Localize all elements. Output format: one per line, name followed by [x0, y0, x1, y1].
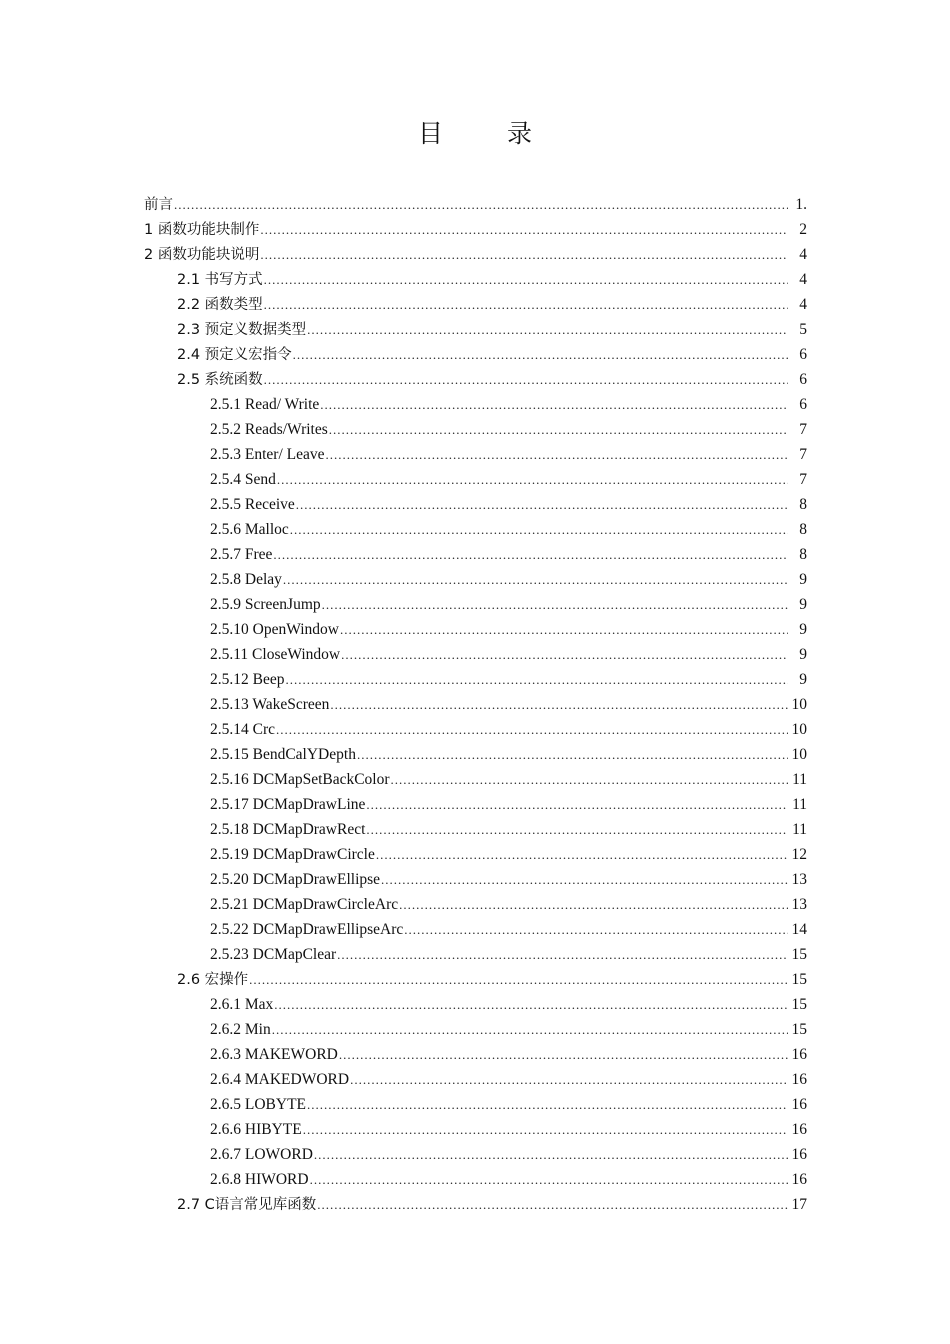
toc-entry-label: 2.5.12 Beep	[210, 671, 285, 688]
toc-entry-2-6-7[interactable]	[210, 1142, 807, 1167]
toc-entry-page: 5	[799, 321, 807, 338]
toc-entry-2-5-22[interactable]	[210, 917, 807, 942]
toc-entry-2-5-11[interactable]	[210, 642, 807, 667]
toc-dot-leader	[273, 542, 788, 567]
toc-entry-page: 8	[799, 546, 807, 563]
toc-entry-2-6-5[interactable]	[210, 1092, 807, 1117]
toc-entry-page: 7	[799, 421, 807, 438]
toc-entry-page: 9	[799, 571, 807, 588]
toc-entry-2-5-17[interactable]	[210, 792, 807, 817]
toc-entry-2-3[interactable]	[177, 317, 807, 342]
toc-entry-label: 2.5.13 WakeScreen	[210, 696, 330, 713]
toc-entry-page: 6	[799, 346, 807, 363]
toc-dot-leader	[296, 492, 788, 517]
toc-entry-label: 2.5.23 DCMapClear	[210, 946, 337, 963]
toc-entry-page: 11	[792, 771, 807, 788]
toc-entry-label: 2.5.15 BendCalYDepth	[210, 746, 356, 763]
toc-dot-leader	[325, 442, 788, 467]
toc-dot-leader	[317, 1192, 788, 1217]
toc-entry-label: 2.6.4 MAKEDWORD	[210, 1071, 350, 1088]
toc-entry-label: 2.6.7 LOWORD	[210, 1146, 313, 1163]
toc-dot-leader	[260, 242, 788, 267]
toc-dot-leader	[341, 642, 788, 667]
toc-entry-2-5-13[interactable]	[210, 692, 807, 717]
toc-entry-page: 7	[799, 446, 807, 463]
toc-entry-label: 2.5.8 Delay	[210, 571, 282, 588]
toc-entry-label: 2.7 C语言常见库函数	[177, 1197, 317, 1213]
toc-entry-label: 2.5.14 Crc	[210, 721, 276, 738]
toc-entry-2-6-2[interactable]	[210, 1017, 807, 1042]
toc-entry-2-5-2[interactable]	[210, 417, 807, 442]
page-title: 目 录	[418, 119, 560, 148]
toc-entry-page: 10	[791, 746, 807, 763]
toc-entry-label: 2.5.18 DCMapDrawRect	[210, 821, 366, 838]
toc-entry-page: 9	[799, 621, 807, 638]
toc-entry-2-6[interactable]	[177, 967, 807, 992]
toc-entry-2-5-4[interactable]	[210, 467, 807, 492]
toc-entry-page: 15	[791, 946, 807, 963]
toc-entry-page: 12	[791, 846, 807, 863]
toc-entry-page: 4	[799, 296, 807, 313]
toc-entry-page: 10	[791, 696, 807, 713]
toc-entry-label: 前言	[144, 197, 173, 213]
toc-dot-leader	[307, 1092, 788, 1117]
toc-entry-label: 2.5.19 DCMapDrawCircle	[210, 846, 375, 863]
toc-entry-label: 2.5.17 DCMapDrawLine	[210, 796, 366, 813]
toc-dot-leader	[314, 1142, 788, 1167]
toc-entry-label: 2.5.21 DCMapDrawCircleArc	[210, 896, 399, 913]
toc-dot-leader	[381, 867, 788, 892]
toc-entry-page: 16	[791, 1171, 807, 1188]
toc-dot-leader	[350, 1067, 788, 1092]
toc-dot-leader	[276, 717, 788, 742]
toc-dot-leader	[277, 467, 788, 492]
toc-entry-2-5-15[interactable]	[210, 742, 807, 767]
toc-entry-2-5-1[interactable]	[210, 392, 807, 417]
toc-entry-preface[interactable]	[144, 192, 807, 217]
toc-dot-leader	[264, 367, 788, 392]
toc-entry-label: 2.1 书写方式	[177, 272, 263, 288]
toc-entry-page: 6	[799, 396, 807, 413]
toc-entry-2-5-7[interactable]	[210, 542, 807, 567]
toc-entry-label: 2.5.16 DCMapSetBackColor	[210, 771, 390, 788]
toc-entry-2-4[interactable]	[177, 342, 807, 367]
toc-dot-leader	[260, 217, 788, 242]
toc-entry-page: 15	[791, 996, 807, 1013]
toc-entry-section-2[interactable]	[144, 242, 807, 267]
toc-entry-2-1[interactable]	[177, 267, 807, 292]
toc-entry-label: 2.6.2 Min	[210, 1021, 271, 1038]
toc-entry-page: 16	[791, 1071, 807, 1088]
toc-entry-label: 2.5.7 Free	[210, 546, 273, 563]
toc-entry-page: 11	[792, 796, 807, 813]
toc-entry-2-5-12[interactable]	[210, 667, 807, 692]
toc-dot-leader	[174, 192, 788, 217]
toc-entry-page: 11	[792, 821, 807, 838]
toc-dot-leader	[329, 417, 788, 442]
toc-entry-page: 14	[791, 921, 807, 938]
toc-dot-leader	[285, 667, 788, 692]
toc-entry-label: 2.5.6 Malloc	[210, 521, 289, 538]
toc-entry-2-2[interactable]	[177, 292, 807, 317]
toc-entry-page: 1.	[795, 196, 807, 213]
toc-dot-leader	[330, 692, 788, 717]
toc-dot-leader	[290, 517, 788, 542]
toc-entry-2-5[interactable]	[177, 367, 807, 392]
toc-entry-label: 2.2 函数类型	[177, 297, 263, 313]
toc-entry-2-6-4[interactable]	[210, 1067, 807, 1092]
toc-dot-leader	[391, 767, 788, 792]
toc-dot-leader	[376, 842, 788, 867]
toc-entry-label: 2.6 宏操作	[177, 972, 249, 988]
toc-entry-label: 2.5.10 OpenWindow	[210, 621, 339, 638]
toc-dot-leader	[303, 1117, 788, 1142]
toc-entry-label: 2.6.3 MAKEWORD	[210, 1046, 338, 1063]
toc-entry-label: 2.5.5 Receive	[210, 496, 295, 513]
toc-entry-2-5-3[interactable]	[210, 442, 807, 467]
toc-dot-leader	[264, 267, 788, 292]
toc-entry-page: 9	[799, 596, 807, 613]
toc-entry-label: 2.5.4 Send	[210, 471, 276, 488]
toc-entry-label: 2.6.5 LOBYTE	[210, 1096, 307, 1113]
toc-entry-page: 2	[799, 221, 807, 238]
toc-entry-2-5-8[interactable]	[210, 567, 807, 592]
toc-entry-page: 16	[791, 1096, 807, 1113]
toc-entry-label: 2.4 预定义宏指令	[177, 347, 292, 363]
toc-entry-page: 8	[799, 496, 807, 513]
toc-entry-2-5-18[interactable]	[210, 817, 807, 842]
toc-entry-2-6-8[interactable]	[210, 1167, 807, 1192]
toc-dot-leader	[399, 892, 788, 917]
toc-dot-leader	[404, 917, 788, 942]
toc-entry-page: 8	[799, 521, 807, 538]
toc-entry-2-7[interactable]	[177, 1192, 807, 1217]
toc-dot-leader	[264, 292, 788, 317]
toc-entry-2-5-10[interactable]	[210, 617, 807, 642]
toc-dot-leader	[366, 792, 788, 817]
toc-entry-2-5-21[interactable]	[210, 892, 807, 917]
toc-entry-2-5-20[interactable]	[210, 867, 807, 892]
toc-entry-2-5-16[interactable]	[210, 767, 807, 792]
toc-dot-leader	[340, 617, 788, 642]
toc-entry-2-5-5[interactable]	[210, 492, 807, 517]
toc-dot-leader	[339, 1042, 788, 1067]
toc-entry-label: 2.5.2 Reads/Writes	[210, 421, 328, 438]
toc-entry-label: 2.6.6 HIBYTE	[210, 1121, 302, 1138]
toc-entry-label: 2.5 系统函数	[177, 372, 263, 388]
toc-entry-page: 4	[799, 271, 807, 288]
toc-dot-leader	[337, 942, 788, 967]
toc-entry-label: 1 函数功能块制作	[144, 222, 260, 238]
toc-entry-page: 9	[799, 646, 807, 663]
toc-entry-page: 16	[791, 1046, 807, 1063]
toc-entry-page: 13	[791, 871, 807, 888]
toc-dot-leader	[293, 342, 788, 367]
toc-entry-label: 2.6.8 HIWORD	[210, 1171, 309, 1188]
toc-entry-2-6-3[interactable]	[210, 1042, 807, 1067]
toc-entry-page: 13	[791, 896, 807, 913]
toc-dot-leader	[274, 992, 788, 1017]
toc-entry-page: 7	[799, 471, 807, 488]
toc-dot-leader	[357, 742, 788, 767]
toc-entry-section-1[interactable]	[144, 217, 807, 242]
toc-entry-2-5-23[interactable]	[210, 942, 807, 967]
toc-dot-leader	[272, 1017, 788, 1042]
toc-entry-label: 2.3 预定义数据类型	[177, 322, 307, 338]
toc-entry-page: 16	[791, 1121, 807, 1138]
toc-entry-2-6-1[interactable]	[210, 992, 807, 1017]
toc-entry-2-5-19[interactable]	[210, 842, 807, 867]
toc-dot-leader	[283, 567, 788, 592]
toc-entry-2-5-14[interactable]	[210, 717, 807, 742]
toc-entry-page: 9	[799, 671, 807, 688]
toc-entry-label: 2.5.3 Enter/ Leave	[210, 446, 325, 463]
toc-entry-label: 2.5.9 ScreenJump	[210, 596, 321, 613]
toc-entry-page: 17	[791, 1196, 807, 1213]
toc-dot-leader	[307, 317, 788, 342]
toc-entry-page: 15	[791, 1021, 807, 1038]
toc-entry-page: 16	[791, 1146, 807, 1163]
toc-entry-2-6-6[interactable]	[210, 1117, 807, 1142]
toc-dot-leader	[310, 1167, 788, 1192]
toc-entry-label: 2.5.1 Read/ Write	[210, 396, 320, 413]
toc-dot-leader	[320, 392, 788, 417]
toc-entry-page: 6	[799, 371, 807, 388]
toc-dot-leader	[249, 967, 788, 992]
toc-dot-leader	[322, 592, 788, 617]
toc-entry-page: 4	[799, 246, 807, 263]
toc-entry-2-5-6[interactable]	[210, 517, 807, 542]
toc-entry-page: 15	[791, 971, 807, 988]
toc-entry-page: 10	[791, 721, 807, 738]
toc-dot-leader	[366, 817, 788, 842]
toc-entry-label: 2.5.22 DCMapDrawEllipseArc	[210, 921, 404, 938]
toc-entry-label: 2.6.1 Max	[210, 996, 274, 1013]
toc-entry-2-5-9[interactable]	[210, 592, 807, 617]
toc-entry-label: 2.5.11 CloseWindow	[210, 646, 341, 663]
toc-entry-label: 2.5.20 DCMapDrawEllipse	[210, 871, 381, 888]
toc-entry-label: 2 函数功能块说明	[144, 247, 260, 263]
